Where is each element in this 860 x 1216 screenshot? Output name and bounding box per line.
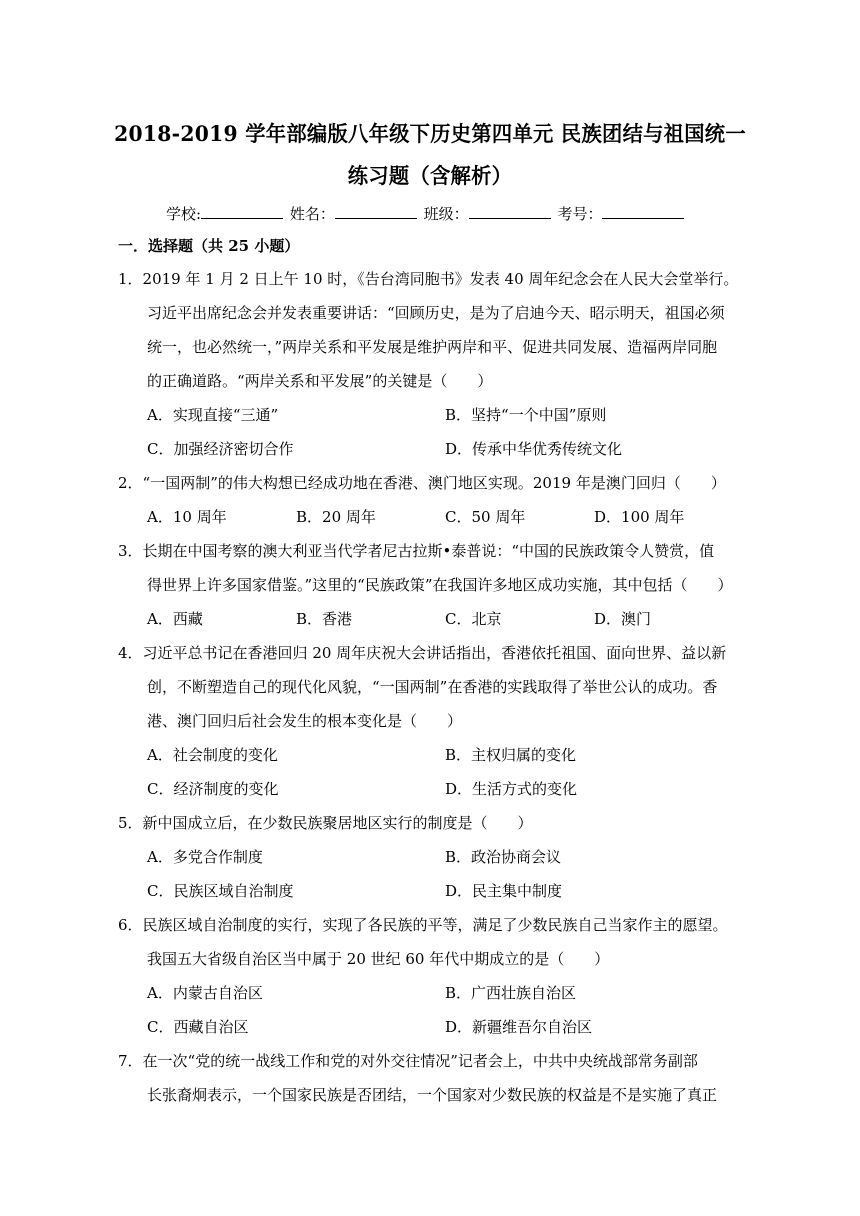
question-3-option-c: C．北京: [445, 610, 502, 628]
question-4-option-b: B．主权归属的变化: [445, 746, 577, 764]
exam-number-blank: [602, 204, 684, 219]
question-1-option-b: B．坚持“一个中国”原则: [445, 406, 607, 424]
question-2-option-a: A．10 周年: [147, 508, 227, 526]
question-3-line-2: 得世界上许多国家借鉴。”这里的“民族政策”在我国许多地区成功实施，其中包括（ ）: [147, 576, 733, 594]
question-5-option-c: C．民族区域自治制度: [147, 882, 294, 900]
document-title-line-2: 练习题（含解析）: [347, 163, 513, 188]
section-heading: 一．选择题（共 25 小题）: [118, 237, 300, 255]
question-1-line-4: 的正确道路。“两岸关系和平发展”的关键是（ ）: [147, 372, 493, 390]
question-6-option-c: C．西藏自治区: [147, 1018, 249, 1036]
question-2-line-1: 2．“一国两制”的伟大构想已经成功地在香港、澳门地区实现。2019 年是澳门回归（ ）: [118, 474, 726, 492]
question-5-option-a: A．多党合作制度: [147, 848, 263, 866]
question-4-option-a: A．社会制度的变化: [147, 746, 278, 764]
school-label: 学校:: [166, 205, 202, 223]
question-1-line-2: 习近平出席纪念会并发表重要讲话：“回顾历史，是为了启迪今天、昭示明天，祖国必须: [147, 304, 725, 322]
name-blank: [335, 204, 417, 219]
exam-number-label: 考号：: [557, 205, 603, 223]
question-6-option-b: B．广西壮族自治区: [445, 984, 577, 1002]
question-3-option-a: A．西藏: [147, 610, 203, 628]
question-1-option-c: C．加强经济密切合作: [147, 440, 294, 458]
class-label: 班级：: [423, 205, 469, 223]
question-5-option-b: B．政治协商会议: [445, 848, 562, 866]
question-3-option-d: D．澳门: [594, 610, 652, 628]
question-1-line-3: 统一，也必然统一，”两岸关系和平发展是维护两岸和平、促进共同发展、造福两岸同胞: [147, 338, 718, 356]
question-7-line-2: 长张裔炯表示，一个国家民族是否团结，一个国家对少数民族的权益是不是实施了真正: [147, 1086, 718, 1104]
question-5-option-d: D．民主集中制度: [445, 882, 563, 900]
question-2-option-c: C．50 周年: [445, 508, 526, 526]
document-title-line-1: 2018-2019 学年部编版八年级下历史第四单元 民族团结与祖国统一: [114, 121, 746, 146]
question-2-option-b: B．20 周年: [296, 508, 376, 526]
question-4-option-c: C．经济制度的变化: [147, 780, 279, 798]
question-1-option-a: A．实现直接“三通”: [147, 406, 279, 424]
question-4-option-d: D．生活方式的变化: [445, 780, 578, 798]
question-4-line-2: 创，不断塑造自己的现代化风貌，“一国两制”在香港的实践取得了举世公认的成功。香: [147, 678, 718, 696]
question-5-line-1: 5．新中国成立后，在少数民族聚居地区实行的制度是（ ）: [118, 814, 533, 832]
question-4-line-3: 港、澳门回归后社会发生的根本变化是（ ）: [147, 712, 463, 730]
name-label: 姓名：: [289, 205, 335, 223]
question-2-option-d: D．100 周年: [594, 508, 685, 526]
question-6-line-1: 6．民族区域自治制度的实行，实现了各民族的平等，满足了少数民族自己当家作主的愿望。: [118, 916, 728, 934]
class-blank: [469, 204, 551, 219]
question-7-line-1: 7．在一次“党的统一战线工作和党的对外交往情况”记者会上，中共中央统战部常务副部: [118, 1052, 698, 1070]
question-6-option-d: D．新疆维吾尔自治区: [445, 1018, 593, 1036]
question-3-option-b: B．香港: [296, 610, 353, 628]
question-1-line-1: 1．2019 年 1 月 2 日上午 10 时，《告台湾同胞书》发表 40 周年纪念会在人民大会堂举行。: [118, 270, 739, 288]
question-6-line-2: 我国五大省级自治区当中属于 20 世纪 60 年代中期成立的是（ ）: [147, 950, 610, 968]
question-6-option-a: A．内蒙古自治区: [147, 984, 263, 1002]
question-3-line-1: 3．长期在中国考察的澳大利亚当代学者尼古拉斯•泰普说：“中国的民族政策令人赞赏，值: [118, 542, 715, 560]
question-4-line-1: 4．习近平总书记在香港回归 20 周年庆祝大会讲话指出，香港依托祖国、面向世界、益以新: [118, 644, 727, 662]
student-info-row: [166, 203, 686, 224]
school-blank: [201, 204, 283, 219]
question-1-option-d: D．传承中华优秀传统文化: [445, 440, 623, 458]
